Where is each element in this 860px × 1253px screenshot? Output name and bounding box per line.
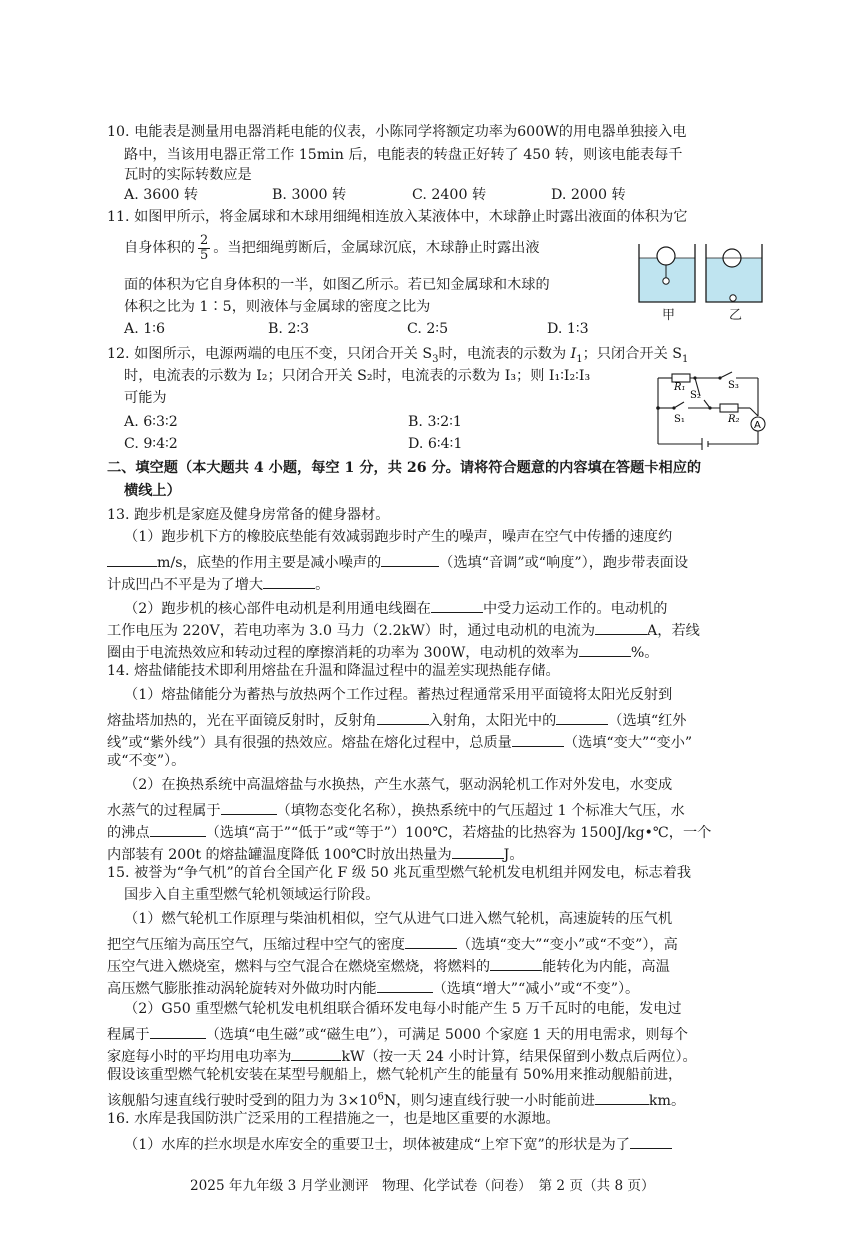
blank — [107, 552, 157, 567]
q15-part2-line-1: （2）G50 重型燃气轮机发电机组联合循环发电每小时能产生 5 万千瓦时的电能，发电过 — [124, 1001, 682, 1017]
q14-line-1: 14. 熔盐储能技术即利用熔盐在升温和降温过程中的温差实现热能存储。 — [107, 663, 560, 679]
blank — [512, 732, 564, 747]
q15-line-2: 国步入自主重型燃气轮机领域运行阶段。 — [124, 887, 380, 903]
label-s2: S₂ — [690, 390, 701, 401]
q10-option-a: A. 3600 转 — [124, 187, 199, 203]
q16-part1-line-1: （1）水库的拦水坝是水库安全的重要卫士，坝体被建成“上窄下宽”的形状是为了 — [124, 1134, 672, 1152]
q10-line-1: 10. 电能表是测量用电器消耗电能的仪表，小陈同学将额定功率为600W的用电器单独接入电 — [107, 124, 687, 140]
q11-line-4: 体积之比为 1∶5，则液体与金属球的密度之比为 — [124, 299, 431, 315]
q11-line-2: 自身体积的 $\frac{2}{5}$ 。当把细绳剪断后，金属球沉底，木球静止时露出液 — [124, 233, 540, 263]
q14-part2-line-2: 水蒸气的过程属于 （填物态变化名称），换热系统中的气压超过 1 个标准大气压，水 — [107, 800, 685, 818]
fraction-two-fifths: $\frac{2}{5}$ — [199, 233, 209, 263]
blank — [579, 642, 631, 657]
q15-line-1: 15. 被誉为“争气机”的首台全国产化 F 级 50 兆瓦重型燃气轮机发电机组并网发电，标志着我 — [107, 865, 692, 881]
q13-part1-line-3: 计成凹凸不平是为了增大 。 — [107, 574, 329, 592]
q11-option-d: D. 1∶3 — [547, 321, 589, 337]
q14-part2-line-4: 内部装有 200t 的熔盐罐温度降低 100℃时放出热量为 J。 — [107, 844, 524, 862]
figure-label-yi: 乙 — [729, 308, 743, 323]
blank — [381, 552, 439, 567]
q15-part1-line-2: 把空气压缩为高压空气，压缩过程中空气的密度 （选填“变大”“变小”或“不变”），高 — [107, 934, 678, 952]
q13-part2-line-3: 圈由于电流热效应和转动过程的摩擦消耗的功率为 300W，电动机的效率为 %。 — [107, 642, 658, 660]
figure-label-jia: 甲 — [662, 308, 676, 323]
q14-part1-line-2: 熔盐塔加热的，光在平面镜反射时，反射角 入射角，太阳光中的 （选填“红外 — [107, 710, 686, 728]
blank — [150, 822, 206, 837]
blank — [291, 1046, 341, 1061]
q14-part2-line-3: 的沸点 （选填“高于”“低于”或“等于”）100℃，若熔盐的比热容为 1500J/kg•℃，一个 — [107, 822, 711, 840]
q15-part2-line-2: 程属于 （选填“电生磁”或“磁生电”），可满足 5000 个家庭 1 天的用电需求，则每个 — [107, 1024, 688, 1042]
q10-option-b: B. 3000 转 — [272, 187, 347, 203]
blank — [490, 956, 542, 971]
q11-option-c: C. 2∶5 — [407, 321, 449, 337]
blank — [595, 1090, 649, 1105]
blank — [556, 710, 608, 725]
blank — [377, 710, 429, 725]
q12-line-3: 可能为 — [124, 390, 167, 406]
q14-part1-line-1: （1）熔盐储能分为蓄热与放热两个工作过程。蓄热过程通常采用平面镜将太阳光反射到 — [124, 687, 673, 703]
q15-part2-line-3: 家庭每小时的平均用电功率为 kW（按一天 24 小时计算，结果保留到小数点后两位）。 — [107, 1046, 697, 1064]
q13-part2-line-2: 工作电压为 220V，若电功率为 3.0 马力（2.2kW）时，通过电动机的电流为 A，若线 — [107, 620, 700, 638]
q11-figure-beakers — [636, 240, 766, 322]
q14-part2-line-1: （2）在换热系统中高温熔盐与水换热，产生水蒸气，驱动涡轮机工作对外发电，水变成 — [124, 777, 673, 793]
q12-option-d: D. 6∶4∶1 — [408, 436, 463, 452]
q12-circuit-diagram — [650, 368, 768, 450]
label-r2: R₂ — [728, 414, 740, 425]
q15-part1-line-1: （1）燃气轮机工作原理与柴油机相似，空气从进气口进入燃气轮机，高速旋转的压气机 — [124, 911, 673, 927]
q10-option-c: C. 2400 转 — [412, 187, 487, 203]
q12-line-2: 时，电流表的示数为 I₂；只闭合开关 S₂时，电流表的示数为 I₃；则 I₁∶I₂∶I₃ — [124, 368, 591, 384]
blank — [263, 574, 315, 589]
blank — [221, 800, 277, 815]
q15-part2-line-5: 该舰船匀速直线行驶时受到的阻力为 $3\times 10^6N$，则匀速直线行驶一小时能前进 km。 — [107, 1091, 686, 1109]
q13-part2-line-1: （2）跑步机的核心部件电动机是利用通电线圈在 中受力运动工作的。电动机的 — [124, 598, 667, 616]
section-2-heading-line-1: 二、填空题（本大题共 4 小题，每空 1 分，共 26 分。请将符合题意的内容填在答题卡相应的 — [107, 460, 702, 476]
q11-option-a: A. 1∶6 — [124, 321, 166, 337]
blank — [405, 934, 457, 949]
blank — [630, 1134, 672, 1149]
blank — [431, 598, 483, 613]
q15-part1-line-3: 压空气进入燃烧室，燃料与空气混合在燃烧室燃烧，将燃料的 能转化为内能，高温 — [107, 956, 670, 974]
q14-part1-line-3: 线”或“紫外线”）具有很强的热效应。熔盐在熔化过程中，总质量 （选填“变大”“变小” — [107, 732, 692, 750]
label-s3: S₃ — [728, 380, 739, 391]
q14-part1-line-4: 或“不变”）。 — [107, 753, 186, 769]
q13-line-1: 13. 跑步机是家庭及健身房常备的健身器材。 — [107, 507, 390, 523]
q13-part1-line-2: m/s，底垫的作用主要是减小噪声的 （选填“音调”或“响度”），跑步带表面设 — [107, 552, 688, 570]
blank — [595, 620, 647, 635]
q10-line-2: 路中，当该用电器正常工作 15min 后，电能表的转盘正好转了 450 转，则该电能表每千 — [124, 147, 683, 163]
label-r1: R₁ — [674, 382, 686, 393]
q16-line-1: 16. 水库是我国防洪广泛采用的工程措施之一，也是地区重要的水源地。 — [107, 1111, 560, 1127]
q11-option-b: B. 2∶3 — [268, 321, 310, 337]
section-2-heading-line-2: 横线上） — [124, 483, 181, 499]
blank — [452, 844, 504, 859]
q15-part1-line-4: 高压燃气膨胀推动涡轮旋转对外做功时内能 （选填“增大”“减小”或“不变”）。 — [107, 978, 639, 996]
ammeter-icon: A — [754, 420, 761, 431]
q12-line-1: 12. 如图所示，电源两端的电压不变，只闭合开关 $S_3$时，电流表的示数为 $I_1$；只闭合开关 $S_1$ — [107, 346, 689, 365]
q15-part2-line-4: 假设该重型燃气轮机安装在某型号舰船上，燃气轮机产生的能量有 50%用来推动舰船前进， — [107, 1067, 683, 1083]
q10-line-3: 瓦时的实际转数应是 — [124, 167, 252, 183]
q13-part1-line-1: （1）跑步机下方的橡胶底垫能有效减弱跑步时产生的噪声，噪声在空气中传播的速度约 — [124, 529, 673, 545]
q12-option-a: A. 6∶3∶2 — [124, 414, 178, 430]
q11-line-3: 面的体积为它自身体积的一半，如图乙所示。若已知金属球和木球的 — [124, 277, 550, 293]
q12-option-b: B. 3∶2∶1 — [408, 414, 462, 430]
blank — [150, 1024, 206, 1039]
q12-option-c: C. 9∶4∶2 — [124, 436, 178, 452]
q11-line-1: 11. 如图甲所示，将金属球和木球用细绳相连放入某液体中，木球静止时露出液面的体积为它 — [107, 209, 688, 225]
beaker-yi — [706, 244, 762, 302]
page-footer: 2025 年九年级 3 月学业测评 物理、化学试卷（问卷） 第 2 页（共 8 页） — [190, 1178, 655, 1194]
blank — [377, 978, 433, 993]
label-s1: S₁ — [674, 414, 685, 425]
q10-option-d: D. 2000 转 — [551, 187, 626, 203]
beaker-jia — [639, 244, 695, 302]
